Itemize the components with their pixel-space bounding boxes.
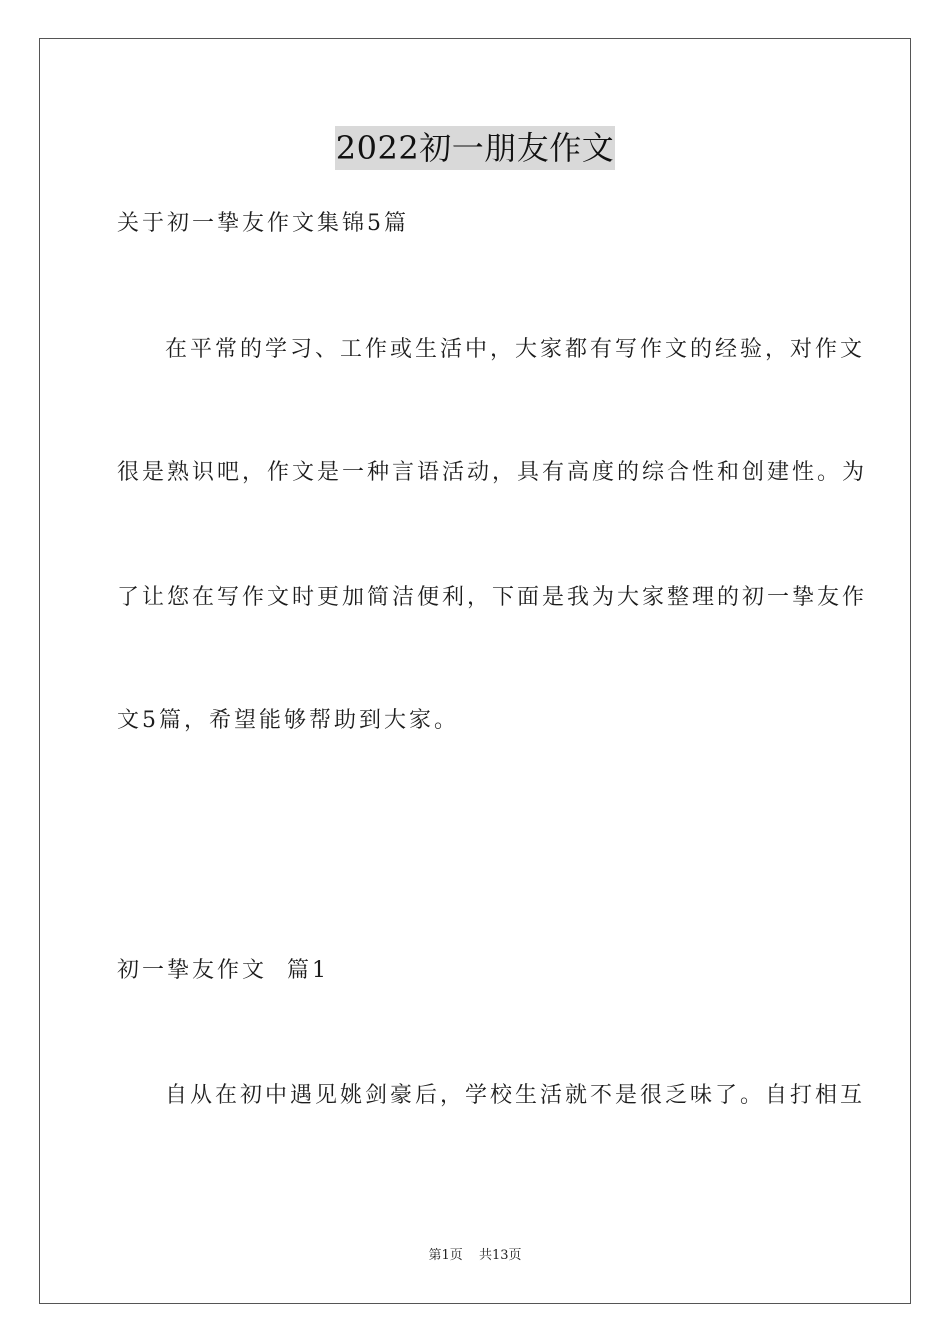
document-subtitle: 关于初一挚友作文集锦5篇	[117, 211, 409, 236]
page-number-total: 共13页	[478, 1248, 522, 1263]
document-title: 2022初一朋友作文	[335, 126, 615, 170]
page-footer	[0, 1247, 950, 1265]
page-number-current: 第1页	[428, 1248, 463, 1263]
paragraph-line-1: 在平常的学习、工作或生活中，大家都有写作文的经验，对作文	[165, 337, 866, 362]
title-container	[0, 126, 950, 170]
section-heading: 初一挚友作文 篇1	[117, 958, 329, 983]
paragraph-line-2: 很是熟识吧，作文是一种言语活动，具有高度的综合性和创建性。为	[117, 460, 868, 485]
paragraph-line-4: 文5篇，希望能够帮助到大家。	[117, 708, 459, 733]
section-paragraph-line-1: 自从在初中遇见姚剑豪后，学校生活就不是很乏味了。自打相互	[165, 1083, 866, 1108]
paragraph-line-3: 了让您在写作文时更加简洁便利，下面是我为大家整理的初一挚友作	[117, 585, 868, 610]
